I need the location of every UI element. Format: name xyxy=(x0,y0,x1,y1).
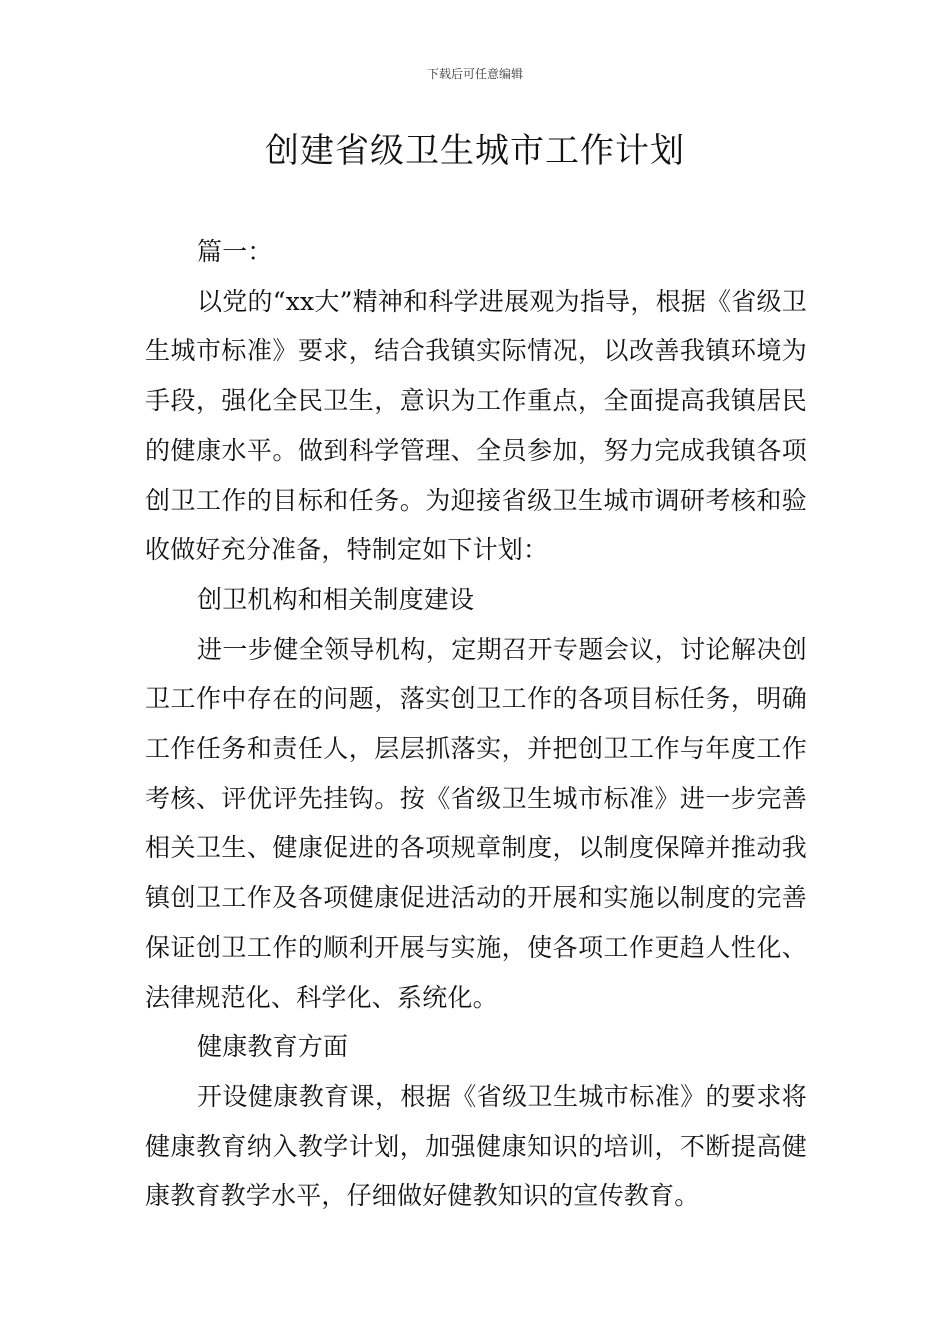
document-body xyxy=(145,227,807,1221)
section-heading: 创卫机构和相关制度建设 xyxy=(197,584,475,614)
header-note: 下载后可任意编辑 xyxy=(426,67,523,81)
body-paragraph: 开设健康教育课，根据《省级卫生城市标准》的要求将健康教育纳入教学计划，加强健康知识的培训，不断提高健康教育教学水平，仔细做好健教知识的宣传教育。 xyxy=(145,1081,807,1211)
section-heading: 健康教育方面 xyxy=(197,1032,349,1062)
document-title: 创建省级卫生城市工作计划 xyxy=(265,131,685,171)
intro-paragraph: 以党的“xx大”精神和科学进展观为指导，根据《省级卫生城市标准》要求，结合我镇实际情况，以改善我镇环境为手段，强化全民卫生，意识为工作重点，全面提高我镇居民的健康水平。做到科学管理、全员参加，努力完成我镇各项创卫工作的目标和任务。为迎接省级卫生城市调研考核和验收做好充分准备，特制定如下计划： xyxy=(145,286,807,565)
section-label: 篇一： xyxy=(197,237,273,266)
body-paragraph: 进一步健全领导机构，定期召开专题会议，讨论解决创卫工作中存在的问题，落实创卫工作的各项目标任务，明确工作任务和责任人，层层抓落实，并把创卫工作与年度工作考核、评优评先挂钩。按《省级卫生城市标准》进一步完善相关卫生、健康促进的各项规章制度，以制度保障并推动我镇创卫工作及各项健康促进活动的开展和实施以制度的完善保证创卫工作的顺利开展与实施，使各项工作更趋人性化、法律规范化、科学化、系统化。 xyxy=(145,634,807,1012)
